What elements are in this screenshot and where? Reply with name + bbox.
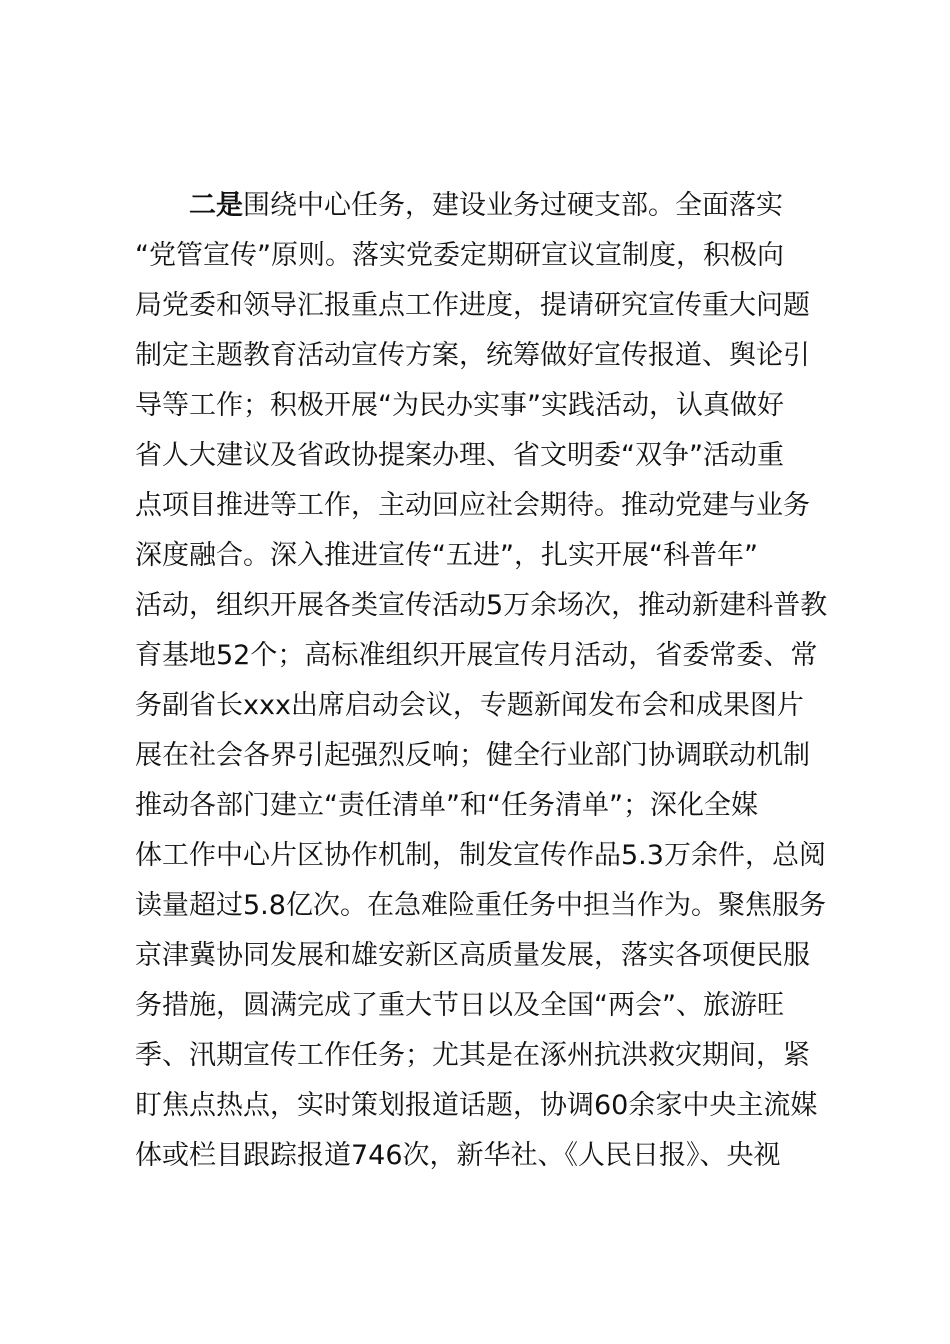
paragraph-line: 制定主题教育活动宣传方案，统筹做好宣传报道、舆论引 [135, 340, 810, 371]
paragraph-line: 务副省长xxx出席启动会议，专题新闻发布会和成果图片 [135, 690, 804, 721]
paragraph-line: 深度融合。深入推进宣传“五进”，扎实开展“科普年” [135, 540, 758, 571]
body-paragraph [135, 181, 855, 1181]
paragraph-line: 点项目推进等工作，主动回应社会期待。推动党建与业务 [135, 490, 810, 521]
paragraph-line: 京津冀协同发展和雄安新区高质量发展，落实各项便民服 [135, 940, 810, 971]
paragraph-line: 育基地52个；高标准组织开展宣传月活动，省委常委、常 [135, 640, 818, 671]
paragraph-line-text: 围绕中心任务，建设业务过硬支部。全面落实 [243, 190, 783, 221]
paragraph-line: 体工作中心片区协作机制，制发宣传作品5.3万余件，总阅 [135, 840, 826, 871]
paragraph-line: 展在社会各界引起强烈反响；健全行业部门协调联动机制 [135, 740, 810, 771]
paragraph-lead: 二是 [189, 190, 243, 221]
paragraph-line [135, 181, 855, 231]
paragraph-line: 务措施，圆满完成了重大节日以及全国“两会”、旅游旺 [135, 990, 784, 1021]
paragraph-line: 季、汛期宣传工作任务；尤其是在涿州抗洪救灾期间，紧 [135, 1040, 810, 1071]
paragraph-line: 局党委和领导汇报重点工作进度，提请研究宣传重大问题 [135, 290, 810, 321]
paragraph-line: 体或栏目跟踪报道746次，新华社、《人民日报》、央视 [135, 1140, 781, 1171]
paragraph-line: 推动各部门建立“责任清单”和“任务清单”；深化全媒 [135, 790, 758, 821]
paragraph-line: 导等工作；积极开展“为民办实事”实践活动，认真做好 [135, 390, 784, 421]
paragraph-line: 读量超过5.8亿次。在急难险重任务中担当作为。聚焦服务 [135, 890, 826, 921]
paragraph-line: “党管宣传”原则。落实党委定期研宣议宣制度，积极向 [135, 240, 784, 271]
paragraph-line: 省人大建议及省政协提案办理、省文明委“双争”活动重 [135, 440, 784, 471]
paragraph-line: 活动，组织开展各类宣传活动5万余场次，推动新建科普教 [135, 590, 828, 621]
paragraph-line: 盯焦点热点，实时策划报道话题，协调60余家中央主流媒 [135, 1090, 818, 1121]
